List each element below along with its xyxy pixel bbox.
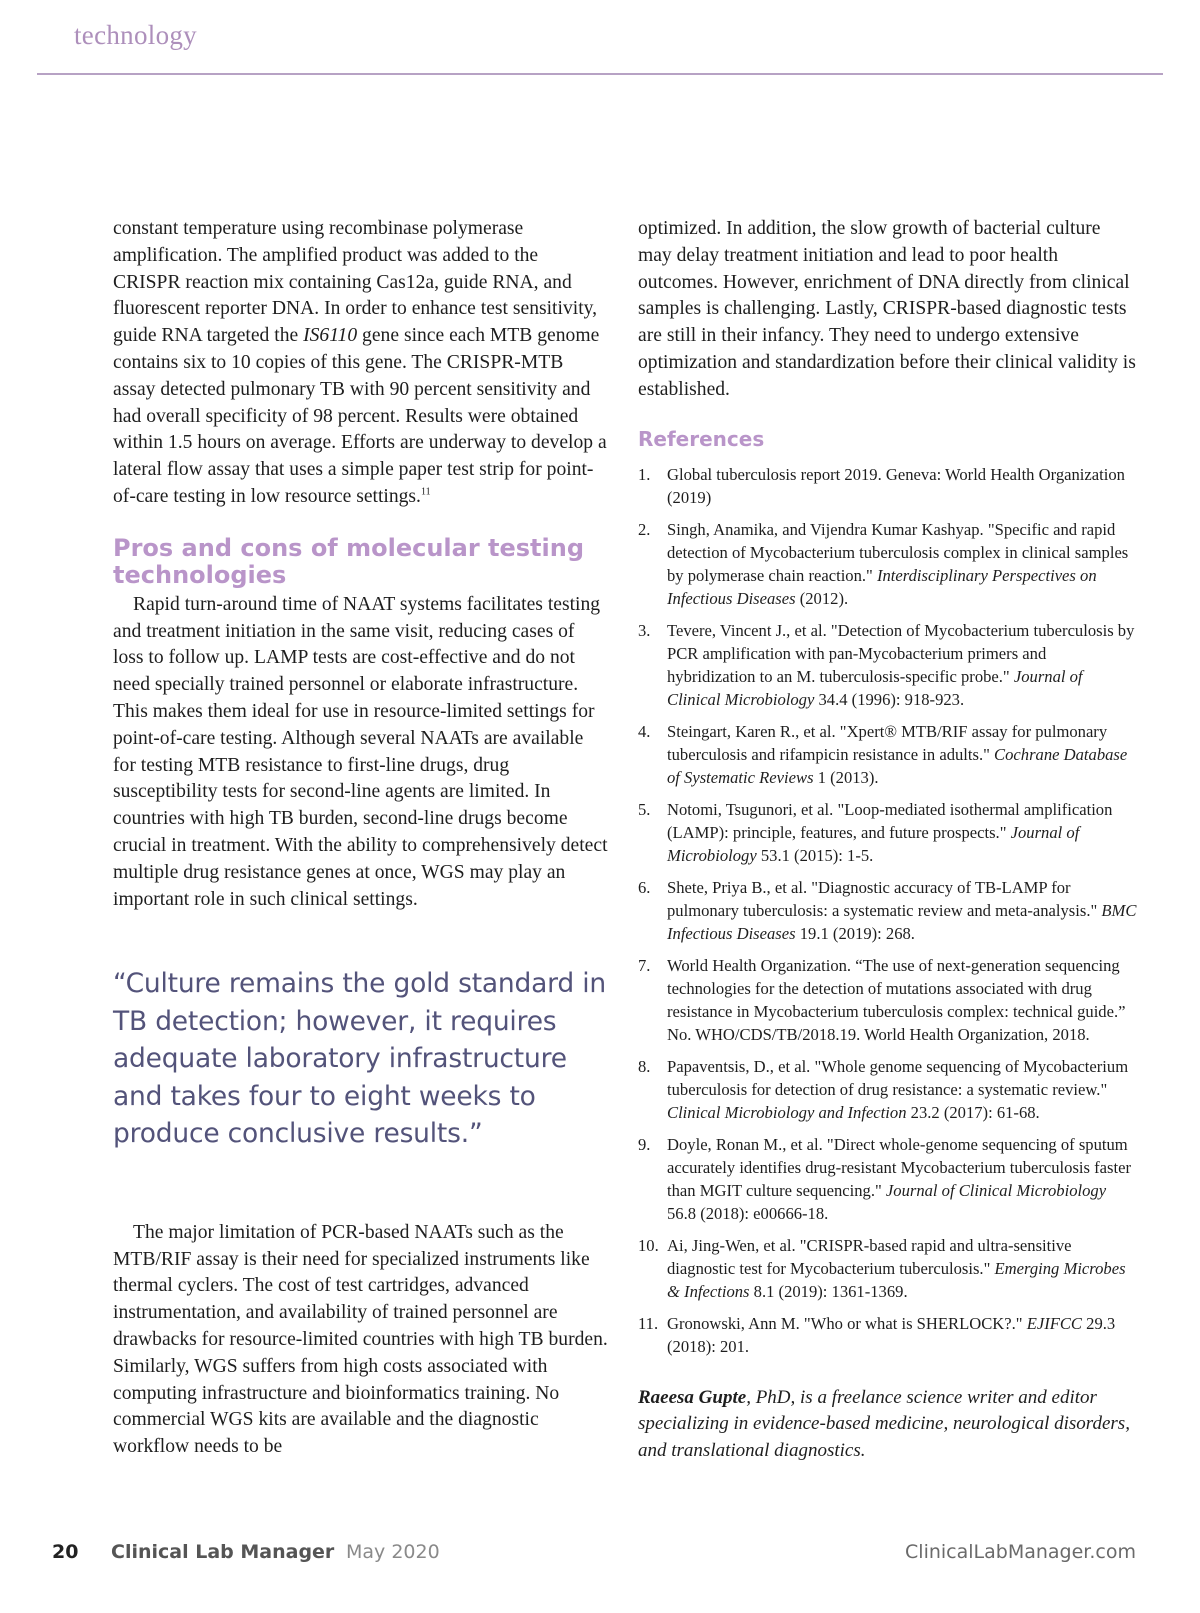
reference-item: 9. Doyle, Ronan M., et al. "Direct whole-genome sequencing of sputum accurately identifies drug-resistant Mycobacterium tuberculosis faster than MGIT culture sequencing." Journal of Clinical Microbiology 56.8 (2018): e00666-18.: [638, 1134, 1131, 1223]
paragraph-pros-cons: Rapid turn-around time of NAAT systems facilitates testing and treatment initiation in the same visit, reducing cases of loss to follow up. LAMP tests are cost-effective and do not need specially trained personnel or elaborate infrastructure. This makes them ideal for use in resource-limited settings for point-of-care testing. Although several NAATs are available for testing MTB resistance to first-line drugs, drug susceptibility tests for second-line agents are limited. In countries with high TB burden, second-line drugs become crucial in treatment. With the ability to comprehensively detect multiple drug resistance genes at once, WGS may play an important role in such clinical settings.: [113, 593, 608, 910]
citation-superscript: 11: [420, 486, 431, 498]
reference-item: 5. Notomi, Tsugunori, et al. "Loop-mediated isothermal amplification (LAMP): principle, features, and future prospects." Journal of Microbiology 53.1 (2015): 1-5.: [638, 799, 1113, 865]
issue-date: May 2020: [346, 1541, 440, 1563]
author-bio: Raeesa Gupte, PhD, is a freelance science writer and editor specializing in evidence-based medicine, neurological disorders, and translational diagnostics.: [638, 1386, 1130, 1461]
reference-item: 8. Papaventsis, D., et al. "Whole genome sequencing of Mycobacterium tuberculosis for detection of drug resistance: a systematic review." Clinical Microbiology and Infection 23.2 (2017): 61-68.: [638, 1056, 1129, 1122]
page-footer: [0, 1541, 1200, 1581]
right-column: [638, 216, 1138, 1483]
pull-quote: “Culture remains the gold standard in TB detection; however, it requires adequate laboratory infrastructure and takes four to eight weeks to produce conclusive results.”: [113, 968, 607, 1150]
reference-item: 7. World Health Organization. “The use of next-generation sequencing technologies for the detection of mutations associated with drug resistance in Mycobacterium tuberculosis complex: technical guide.” No. WHO/CDS/TB/2018.19. World Health Organization, 2018.: [638, 955, 1126, 1044]
header-divider: [37, 73, 1163, 75]
reference-item: 4. Steingart, Karen R., et al. "Xpert® MTB/RIF assay for pulmonary tuberculosis and rifampicin resistance in adults." Cochrane Database of Systematic Reviews 1 (2013).: [638, 721, 1128, 787]
magazine-title: Clinical Lab Manager: [111, 1541, 335, 1563]
reference-item: 11. Gronowski, Ann M. "Who or what is SHERLOCK?." EJIFCC 29.3 (2018): 201.: [638, 1313, 1116, 1356]
reference-item: 10. Ai, Jing-Wen, et al. "CRISPR-based rapid and ultra-sensitive diagnostic test for Mycobacterium tuberculosis." Emerging Microbes & Infections 8.1 (2019): 1361-1369.: [638, 1235, 1126, 1301]
section-heading: Pros and cons of molecular testing technologies: [113, 533, 585, 589]
left-column: [113, 216, 608, 1461]
website-url: ClinicalLabManager.com: [905, 1541, 1136, 1563]
reference-item: 6. Shete, Priya B., et al. "Diagnostic accuracy of TB-LAMP for pulmonary tuberculosis: a systematic review and meta-analysis." BMC Infectious Diseases 19.1 (2019): 268.: [638, 877, 1137, 943]
reference-item: 2. Singh, Anamika, and Vijendra Kumar Kashyap. "Specific and rapid detection of Mycobacterium tuberculosis complex in clinical samples by polymerase chain reaction." Interdisciplinary Perspectives on Infectious Diseases (2012).: [638, 519, 1129, 608]
references-list: [638, 463, 1138, 1358]
page-number: 20: [52, 1541, 79, 1563]
paragraph-limitations: The major limitation of PCR-based NAATs such as the MTB/RIF assay is their need for specialized instruments like thermal cyclers. The cost of test cartridges, advanced instrumentation, and availability of trained personnel are drawbacks for resource-limited countries with high TB burden. Similarly, WGS suffers from high costs associated with computing infrastructure and bioinformatics training. No commercial WGS kits are available and the diagnostic workflow needs to be: [113, 1221, 608, 1458]
gene-name: IS6110: [303, 325, 358, 347]
section-tag: technology: [74, 20, 197, 50]
author-name: Raeesa Gupte: [638, 1386, 747, 1408]
paragraph-optimization: optimized. In addition, the slow growth of bacterial culture may delay treatment initiation and lead to poor health outcomes. However, enrichment of DNA directly from clinical samples is challenging. Lastly, CRISPR-based diagnostic tests are still in their infancy. They need to undergo extensive optimization and standardization before their clinical validity is established.: [638, 218, 1136, 400]
reference-item: 1. Global tuberculosis report 2019. Geneva: World Health Organization (2019): [638, 464, 1125, 507]
paragraph-crispr-mtb: constant temperature using recombinase polymerase amplification. The amplified product was added to the CRISPR reaction mix containing Cas12a, guide RNA, and fluorescent reporter DNA. In order to enhance test sensitivity, guide RNA targeted the IS6110 gene since each MTB genome contains six to 10 copies of this gene. The CRISPR-MTB assay detected pulmonary TB with 90 percent sensitivity and had overall specificity of 98 percent. Results were obtained within 1.5 hours on average. Efforts are underway to develop a lateral flow assay that uses a simple paper test strip for point-of-care testing in low resource settings.$^{11}$: [113, 218, 607, 507]
references-heading: References: [638, 426, 765, 451]
reference-item: 3. Tevere, Vincent J., et al. "Detection of Mycobacterium tuberculosis by PCR amplification with pan-Mycobacterium primers and hybridization to an M. tuberculosis-specific probe." Journal of Clinical Microbiology 34.4 (1996): 918-923.: [638, 620, 1135, 709]
